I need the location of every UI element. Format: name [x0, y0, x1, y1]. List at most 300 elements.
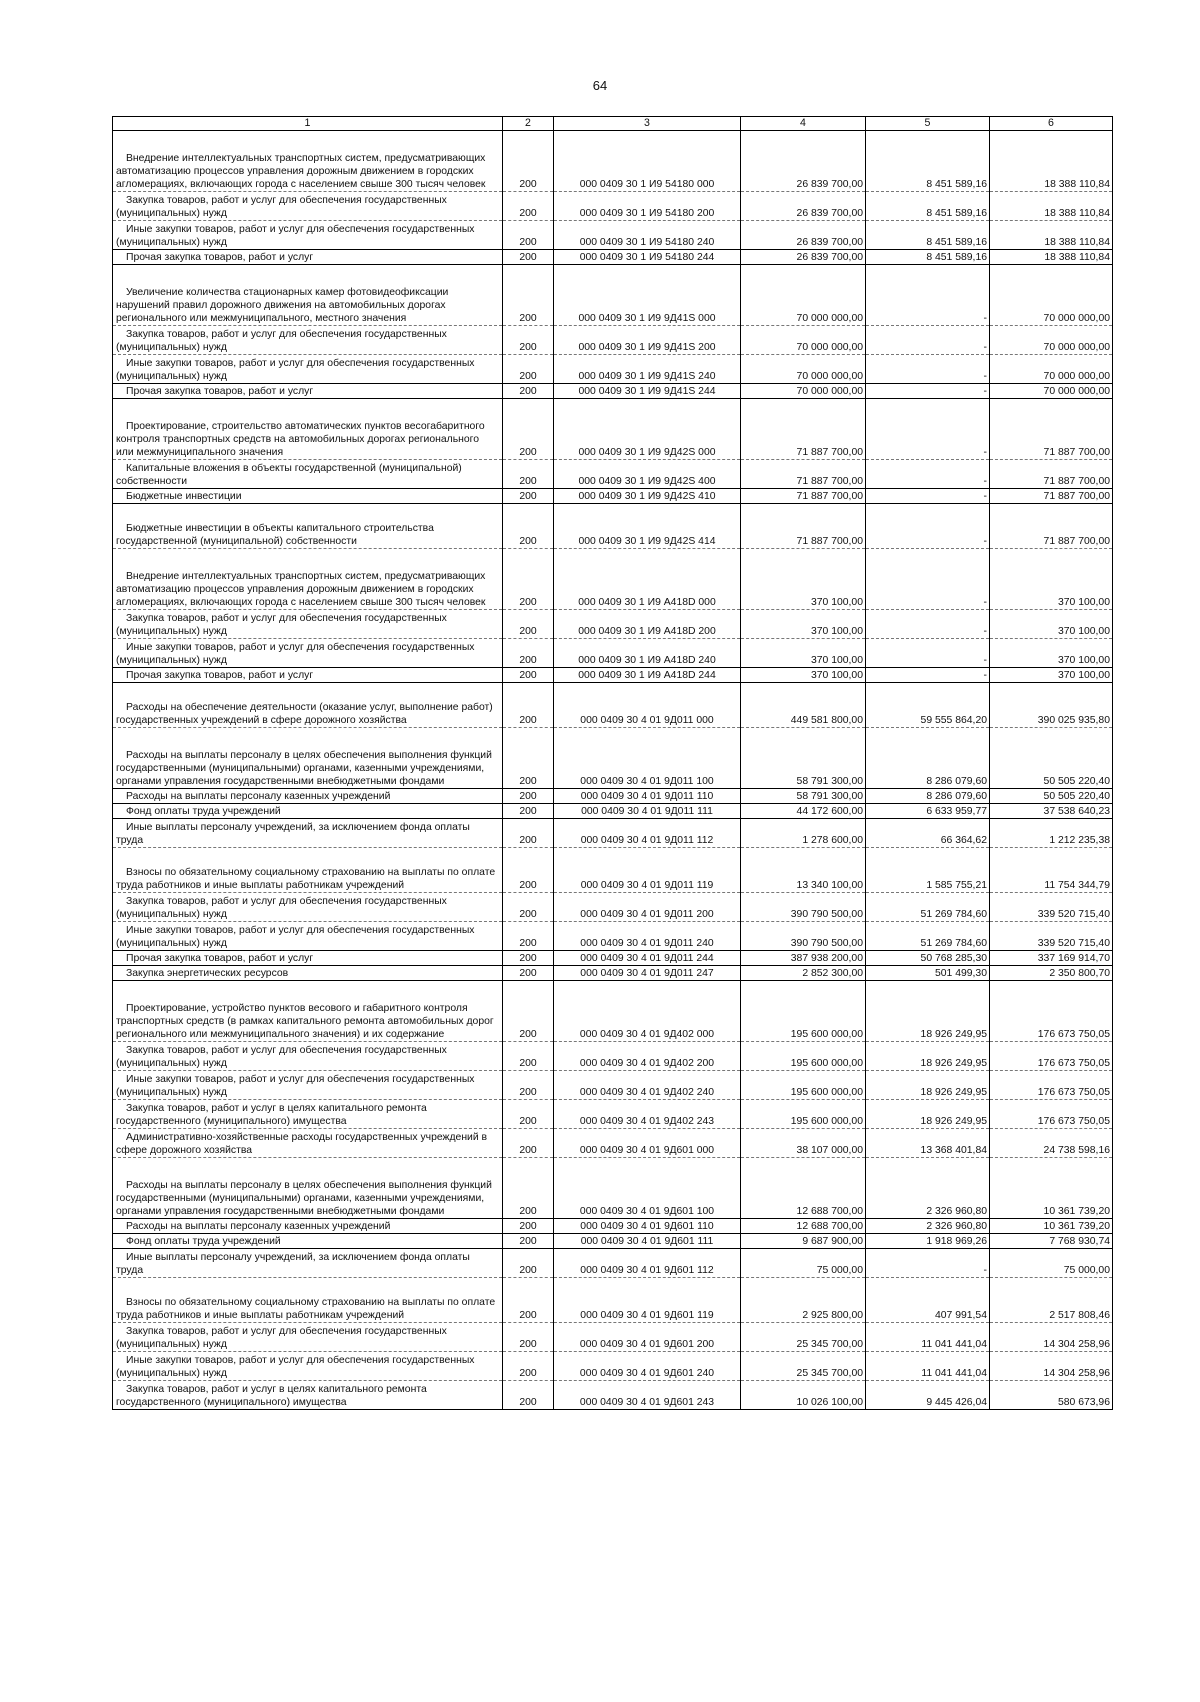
header-cell-4: 4	[741, 117, 866, 131]
row-code-cell: 000 0409 30 1 И9 А418D 244	[554, 668, 741, 683]
row-name-cell	[113, 981, 503, 1042]
row-name-cell	[113, 1234, 503, 1249]
row-approved-cell: 387 938 200,00	[741, 951, 866, 966]
row-name-cell	[113, 489, 503, 504]
row-remaining-cell: 71 887 700,00	[990, 504, 1113, 549]
row-code-cell: 000 0409 30 4 01 9Д601 000	[554, 1129, 741, 1158]
row-name-cell	[113, 192, 503, 221]
row-remaining-cell: 50 505 220,40	[990, 728, 1113, 789]
row-approved-cell: 71 887 700,00	[741, 489, 866, 504]
row-name-cell	[113, 460, 503, 489]
row-code-cell: 000 0409 30 1 И9 54180 000	[554, 131, 741, 192]
row-name-text: Бюджетные инвестиции	[126, 491, 242, 502]
row-grbs-cell: 200	[503, 1381, 554, 1410]
row-grbs-cell: 200	[503, 789, 554, 804]
row-executed-cell: 8 451 589,16	[866, 131, 990, 192]
row-name-text: Взносы по обязательному социальному страхованию на выплаты по оплате труда работников и иные выплаты работникам учреждений	[116, 1297, 496, 1321]
row-name-cell	[113, 1381, 503, 1410]
row-grbs-cell: 200	[503, 1352, 554, 1381]
row-name-cell	[113, 549, 503, 610]
row-code-cell: 000 0409 30 4 01 9Д402 240	[554, 1071, 741, 1100]
row-remaining-cell: 390 025 935,80	[990, 683, 1113, 728]
row-code-cell: 000 0409 30 1 И9 А418D 240	[554, 639, 741, 668]
row-name-text: Прочая закупка товаров, работ и услуг	[126, 953, 314, 964]
row-remaining-cell: 18 388 110,84	[990, 131, 1113, 192]
row-code-cell: 000 0409 30 1 И9 9Д42S 400	[554, 460, 741, 489]
row-code-cell: 000 0409 30 4 01 9Д011 244	[554, 951, 741, 966]
row-name-text: Увеличение количества стационарных камер фотовидеофиксации нарушений правил дорожного движения на автомобильных дорогах регионального или межмуниципального, местного значения	[116, 287, 449, 324]
row-grbs-cell: 200	[503, 639, 554, 668]
row-grbs-cell: 200	[503, 819, 554, 848]
row-grbs-cell: 200	[503, 326, 554, 355]
row-grbs-cell: 200	[503, 1129, 554, 1158]
row-remaining-cell: 1 212 235,38	[990, 819, 1113, 848]
row-approved-cell: 10 026 100,00	[741, 1381, 866, 1410]
row-executed-cell: 9 445 426,04	[866, 1381, 990, 1410]
row-code-cell: 000 0409 30 4 01 9Д402 000	[554, 981, 741, 1042]
row-name-cell	[113, 1352, 503, 1381]
row-code-cell: 000 0409 30 1 И9 9Д42S 000	[554, 399, 741, 460]
row-grbs-cell: 200	[503, 1219, 554, 1234]
row-name-text: Прочая закупка товаров, работ и услуг	[126, 386, 314, 397]
row-name-cell	[113, 1100, 503, 1129]
header-cell-1: 1	[113, 117, 503, 131]
row-executed-cell: 51 269 784,60	[866, 922, 990, 951]
row-name-text: Иные закупки товаров, работ и услуг для обеспечения государственных (муниципальных) нужд	[116, 358, 475, 382]
table-row	[113, 399, 1113, 460]
row-remaining-cell: 50 505 220,40	[990, 789, 1113, 804]
row-code-cell: 000 0409 30 1 И9 9Д42S 414	[554, 504, 741, 549]
table-row	[113, 951, 1113, 966]
row-approved-cell: 26 839 700,00	[741, 131, 866, 192]
table-row	[113, 384, 1113, 399]
table-row	[113, 668, 1113, 683]
row-grbs-cell: 200	[503, 549, 554, 610]
row-remaining-cell: 370 100,00	[990, 549, 1113, 610]
table-row	[113, 460, 1113, 489]
row-executed-cell: 8 451 589,16	[866, 192, 990, 221]
row-code-cell: 000 0409 30 1 И9 9Д41S 240	[554, 355, 741, 384]
table-row	[113, 326, 1113, 355]
row-grbs-cell: 200	[503, 951, 554, 966]
row-code-cell: 000 0409 30 4 01 9Д601 243	[554, 1381, 741, 1410]
row-remaining-cell: 24 738 598,16	[990, 1129, 1113, 1158]
row-remaining-cell: 18 388 110,84	[990, 221, 1113, 250]
table-row	[113, 1278, 1113, 1323]
page-number: 64	[592, 78, 608, 93]
row-remaining-cell: 70 000 000,00	[990, 265, 1113, 326]
row-executed-cell: 11 041 441,04	[866, 1352, 990, 1381]
row-code-cell: 000 0409 30 4 01 9Д011 247	[554, 966, 741, 981]
row-approved-cell: 370 100,00	[741, 549, 866, 610]
row-remaining-cell: 7 768 930,74	[990, 1234, 1113, 1249]
row-approved-cell: 70 000 000,00	[741, 384, 866, 399]
row-name-text: Закупка товаров, работ и услуг для обеспечения государственных (муниципальных) нужд	[116, 1326, 447, 1350]
row-approved-cell: 26 839 700,00	[741, 221, 866, 250]
row-code-cell: 000 0409 30 4 01 9Д601 200	[554, 1323, 741, 1352]
row-executed-cell: 501 499,30	[866, 966, 990, 981]
row-grbs-cell: 200	[503, 922, 554, 951]
row-approved-cell: 70 000 000,00	[741, 265, 866, 326]
row-executed-cell: 8 451 589,16	[866, 250, 990, 265]
row-code-cell: 000 0409 30 4 01 9Д402 243	[554, 1100, 741, 1129]
row-remaining-cell: 370 100,00	[990, 668, 1113, 683]
row-name-cell	[113, 131, 503, 192]
row-grbs-cell: 200	[503, 1234, 554, 1249]
row-approved-cell: 70 000 000,00	[741, 326, 866, 355]
row-grbs-cell: 200	[503, 610, 554, 639]
row-executed-cell: -	[866, 489, 990, 504]
row-code-cell: 000 0409 30 4 01 9Д011 100	[554, 728, 741, 789]
row-name-cell	[113, 951, 503, 966]
row-executed-cell: 18 926 249,95	[866, 1071, 990, 1100]
row-executed-cell: 8 286 079,60	[866, 728, 990, 789]
row-name-cell	[113, 683, 503, 728]
row-grbs-cell: 200	[503, 221, 554, 250]
row-executed-cell: -	[866, 460, 990, 489]
table-row	[113, 489, 1113, 504]
row-name-cell	[113, 966, 503, 981]
row-remaining-cell: 176 673 750,05	[990, 981, 1113, 1042]
row-remaining-cell: 176 673 750,05	[990, 1071, 1113, 1100]
row-executed-cell: -	[866, 1249, 990, 1278]
row-code-cell: 000 0409 30 4 01 9Д601 110	[554, 1219, 741, 1234]
row-grbs-cell: 200	[503, 1100, 554, 1129]
row-approved-cell: 195 600 000,00	[741, 1100, 866, 1129]
row-executed-cell: -	[866, 265, 990, 326]
row-grbs-cell: 200	[503, 1158, 554, 1219]
row-name-text: Капитальные вложения в объекты государственной (муниципальной) собственности	[116, 463, 462, 487]
row-remaining-cell: 10 361 739,20	[990, 1158, 1113, 1219]
row-remaining-cell: 14 304 258,96	[990, 1323, 1113, 1352]
row-approved-cell: 2 925 800,00	[741, 1278, 866, 1323]
row-approved-cell: 12 688 700,00	[741, 1219, 866, 1234]
table-row	[113, 192, 1113, 221]
row-name-text: Иные закупки товаров, работ и услуг для обеспечения государственных (муниципальных) нужд	[116, 925, 475, 949]
row-grbs-cell: 200	[503, 683, 554, 728]
row-code-cell: 000 0409 30 1 И9 А418D 000	[554, 549, 741, 610]
row-remaining-cell: 339 520 715,40	[990, 922, 1113, 951]
row-grbs-cell: 200	[503, 131, 554, 192]
row-approved-cell: 9 687 900,00	[741, 1234, 866, 1249]
row-remaining-cell: 18 388 110,84	[990, 192, 1113, 221]
table-row	[113, 504, 1113, 549]
table-row	[113, 250, 1113, 265]
row-name-cell	[113, 789, 503, 804]
row-code-cell: 000 0409 30 1 И9 9Д41S 000	[554, 265, 741, 326]
table-row	[113, 981, 1113, 1042]
row-approved-cell: 25 345 700,00	[741, 1323, 866, 1352]
table-row	[113, 728, 1113, 789]
row-grbs-cell: 200	[503, 355, 554, 384]
table-row	[113, 1352, 1113, 1381]
row-grbs-cell: 200	[503, 489, 554, 504]
row-name-cell	[113, 1071, 503, 1100]
row-approved-cell: 370 100,00	[741, 639, 866, 668]
row-remaining-cell: 2 350 800,70	[990, 966, 1113, 981]
row-code-cell: 000 0409 30 4 01 9Д011 112	[554, 819, 741, 848]
table-row	[113, 549, 1113, 610]
table-row	[113, 355, 1113, 384]
row-grbs-cell: 200	[503, 1071, 554, 1100]
row-name-text: Закупка товаров, работ и услуг в целях капитального ремонта государственного (муниципального) имущества	[116, 1384, 427, 1408]
row-name-text: Прочая закупка товаров, работ и услуг	[126, 670, 314, 681]
row-remaining-cell: 176 673 750,05	[990, 1100, 1113, 1129]
row-code-cell: 000 0409 30 4 01 9Д601 111	[554, 1234, 741, 1249]
row-approved-cell: 2 852 300,00	[741, 966, 866, 981]
row-name-cell	[113, 1129, 503, 1158]
row-grbs-cell: 200	[503, 1323, 554, 1352]
row-remaining-cell: 580 673,96	[990, 1381, 1113, 1410]
row-name-text: Закупка товаров, работ и услуг для обеспечения государственных (муниципальных) нужд	[116, 195, 447, 219]
row-remaining-cell: 370 100,00	[990, 610, 1113, 639]
table-row	[113, 819, 1113, 848]
row-executed-cell: 1 585 755,21	[866, 848, 990, 893]
row-executed-cell: -	[866, 355, 990, 384]
row-remaining-cell: 37 538 640,23	[990, 804, 1113, 819]
row-approved-cell: 38 107 000,00	[741, 1129, 866, 1158]
row-executed-cell: -	[866, 668, 990, 683]
header-cell-2: 2	[503, 117, 554, 131]
row-grbs-cell: 200	[503, 384, 554, 399]
row-name-cell	[113, 893, 503, 922]
row-approved-cell: 26 839 700,00	[741, 192, 866, 221]
row-name-text: Внедрение интеллектуальных транспортных систем, предусматривающих автоматизацию процессов управления дорожным движением в городских агломерациях, включающих города с населением свыше 300 тысяч человек	[116, 153, 486, 190]
row-name-text: Проектирование, строительство автоматических пунктов весогабаритного контроля транспортных средств на автомобильных дорогах регионального или межмуниципального значения	[116, 421, 485, 458]
row-executed-cell: 51 269 784,60	[866, 893, 990, 922]
row-grbs-cell: 200	[503, 981, 554, 1042]
row-name-cell	[113, 668, 503, 683]
row-approved-cell: 195 600 000,00	[741, 981, 866, 1042]
row-name-text: Фонд оплаты труда учреждений	[126, 1236, 281, 1247]
row-approved-cell: 12 688 700,00	[741, 1158, 866, 1219]
row-remaining-cell: 71 887 700,00	[990, 489, 1113, 504]
row-name-text: Фонд оплаты труда учреждений	[126, 806, 281, 817]
row-executed-cell: 1 918 969,26	[866, 1234, 990, 1249]
row-name-cell	[113, 848, 503, 893]
row-grbs-cell: 200	[503, 399, 554, 460]
row-remaining-cell: 339 520 715,40	[990, 893, 1113, 922]
row-name-text: Иные закупки товаров, работ и услуг для обеспечения государственных (муниципальных) нужд	[116, 642, 475, 666]
row-remaining-cell: 18 388 110,84	[990, 250, 1113, 265]
row-approved-cell: 75 000,00	[741, 1249, 866, 1278]
row-approved-cell: 58 791 300,00	[741, 789, 866, 804]
row-executed-cell: 66 364,62	[866, 819, 990, 848]
row-name-text: Иные закупки товаров, работ и услуг для обеспечения государственных (муниципальных) нужд	[116, 1355, 475, 1379]
row-executed-cell: -	[866, 326, 990, 355]
row-approved-cell: 390 790 500,00	[741, 893, 866, 922]
row-approved-cell: 195 600 000,00	[741, 1071, 866, 1100]
row-name-text: Закупка товаров, работ и услуг для обеспечения государственных (муниципальных) нужд	[116, 1045, 447, 1069]
row-name-cell	[113, 610, 503, 639]
row-code-cell: 000 0409 30 1 И9 9Д41S 244	[554, 384, 741, 399]
row-executed-cell: 6 633 959,77	[866, 804, 990, 819]
row-name-text: Иные закупки товаров, работ и услуг для обеспечения государственных (муниципальных) нужд	[116, 224, 475, 248]
row-name-cell	[113, 1278, 503, 1323]
row-remaining-cell: 337 169 914,70	[990, 951, 1113, 966]
row-grbs-cell: 200	[503, 804, 554, 819]
table-row	[113, 131, 1113, 192]
row-name-cell	[113, 804, 503, 819]
row-name-cell	[113, 250, 503, 265]
row-executed-cell: 18 926 249,95	[866, 981, 990, 1042]
row-name-cell	[113, 1323, 503, 1352]
row-code-cell: 000 0409 30 4 01 9Д601 119	[554, 1278, 741, 1323]
row-name-text: Расходы на выплаты персоналу в целях обеспечения выполнения функций государственными (муниципальными) органами, казенными учреждениями, органами управления государственными внебюджетными фондами	[116, 750, 492, 787]
table-row	[113, 1219, 1113, 1234]
row-approved-cell: 71 887 700,00	[741, 504, 866, 549]
row-executed-cell: 50 768 285,30	[866, 951, 990, 966]
row-grbs-cell: 200	[503, 265, 554, 326]
row-remaining-cell: 70 000 000,00	[990, 384, 1113, 399]
row-code-cell: 000 0409 30 4 01 9Д601 240	[554, 1352, 741, 1381]
row-name-text: Иные выплаты персоналу учреждений, за исключением фонда оплаты труда	[116, 1252, 470, 1276]
header-cell-6: 6	[990, 117, 1113, 131]
budget-table-wrapper	[112, 116, 1112, 1410]
row-name-cell	[113, 1219, 503, 1234]
row-approved-cell: 370 100,00	[741, 610, 866, 639]
row-name-text: Иные закупки товаров, работ и услуг для обеспечения государственных (муниципальных) нужд	[116, 1074, 475, 1098]
row-grbs-cell: 200	[503, 966, 554, 981]
row-name-text: Закупка энергетических ресурсов	[126, 968, 289, 979]
row-name-cell	[113, 922, 503, 951]
row-name-text: Взносы по обязательному социальному страхованию на выплаты по оплате труда работников и иные выплаты работникам учреждений	[116, 867, 496, 891]
row-code-cell: 000 0409 30 4 01 9Д601 112	[554, 1249, 741, 1278]
row-name-text: Иные выплаты персоналу учреждений, за исключением фонда оплаты труда	[116, 822, 470, 846]
header-row	[113, 117, 1113, 131]
row-code-cell: 000 0409 30 4 01 9Д011 200	[554, 893, 741, 922]
row-executed-cell: -	[866, 504, 990, 549]
row-name-cell	[113, 639, 503, 668]
row-name-text: Бюджетные инвестиции в объекты капитального строительства государственной (муниципальной) собственности	[116, 523, 434, 547]
row-grbs-cell: 200	[503, 504, 554, 549]
row-remaining-cell: 75 000,00	[990, 1249, 1113, 1278]
row-executed-cell: 13 368 401,84	[866, 1129, 990, 1158]
row-name-cell	[113, 1042, 503, 1071]
row-executed-cell: 8 286 079,60	[866, 789, 990, 804]
row-name-text: Внедрение интеллектуальных транспортных систем, предусматривающих автоматизацию процессов управления дорожным движением в городских агломерациях, включающих города с населением свыше 300 тысяч человек	[116, 571, 486, 608]
row-name-cell	[113, 819, 503, 848]
row-name-cell	[113, 399, 503, 460]
row-grbs-cell: 200	[503, 192, 554, 221]
row-remaining-cell: 11 754 344,79	[990, 848, 1113, 893]
row-remaining-cell: 71 887 700,00	[990, 399, 1113, 460]
row-executed-cell: 8 451 589,16	[866, 221, 990, 250]
budget-table	[112, 116, 1113, 1410]
row-approved-cell: 71 887 700,00	[741, 460, 866, 489]
row-name-text: Расходы на выплаты персоналу казенных учреждений	[126, 1221, 391, 1232]
row-remaining-cell: 10 361 739,20	[990, 1219, 1113, 1234]
row-remaining-cell: 176 673 750,05	[990, 1042, 1113, 1071]
row-name-text: Закупка товаров, работ и услуг для обеспечения государственных (муниципальных) нужд	[116, 329, 447, 353]
table-row	[113, 1071, 1113, 1100]
row-code-cell: 000 0409 30 4 01 9Д011 119	[554, 848, 741, 893]
row-name-cell	[113, 326, 503, 355]
row-executed-cell: 18 926 249,95	[866, 1100, 990, 1129]
row-name-cell	[113, 1158, 503, 1219]
row-name-text: Закупка товаров, работ и услуг для обеспечения государственных (муниципальных) нужд	[116, 896, 447, 920]
row-name-cell	[113, 728, 503, 789]
table-body	[113, 131, 1113, 1410]
row-remaining-cell: 370 100,00	[990, 639, 1113, 668]
table-row	[113, 221, 1113, 250]
table-row	[113, 804, 1113, 819]
row-name-text: Закупка товаров, работ и услуг для обеспечения государственных (муниципальных) нужд	[116, 613, 447, 637]
row-name-cell	[113, 1249, 503, 1278]
row-remaining-cell: 2 517 808,46	[990, 1278, 1113, 1323]
row-grbs-cell: 200	[503, 728, 554, 789]
row-code-cell: 000 0409 30 1 И9 54180 240	[554, 221, 741, 250]
row-remaining-cell: 14 304 258,96	[990, 1352, 1113, 1381]
row-approved-cell: 1 278 600,00	[741, 819, 866, 848]
row-executed-cell: -	[866, 549, 990, 610]
row-executed-cell: 2 326 960,80	[866, 1219, 990, 1234]
table-row	[113, 265, 1113, 326]
row-executed-cell: -	[866, 639, 990, 668]
row-name-text: Прочая закупка товаров, работ и услуг	[126, 252, 314, 263]
row-approved-cell: 390 790 500,00	[741, 922, 866, 951]
table-row	[113, 1323, 1113, 1352]
row-grbs-cell: 200	[503, 1042, 554, 1071]
table-row	[113, 1249, 1113, 1278]
row-remaining-cell: 71 887 700,00	[990, 460, 1113, 489]
row-code-cell: 000 0409 30 4 01 9Д402 200	[554, 1042, 741, 1071]
row-approved-cell: 70 000 000,00	[741, 355, 866, 384]
row-code-cell: 000 0409 30 4 01 9Д011 111	[554, 804, 741, 819]
header-cell-3: 3	[554, 117, 741, 131]
header-cell-5: 5	[866, 117, 990, 131]
row-code-cell: 000 0409 30 4 01 9Д011 000	[554, 683, 741, 728]
table-row	[113, 610, 1113, 639]
row-name-cell	[113, 221, 503, 250]
table-row	[113, 1381, 1113, 1410]
row-name-text: Закупка товаров, работ и услуг в целях капитального ремонта государственного (муниципального) имущества	[116, 1103, 427, 1127]
row-grbs-cell: 200	[503, 668, 554, 683]
row-grbs-cell: 200	[503, 1249, 554, 1278]
row-name-text: Проектирование, устройство пунктов весового и габаритного контроля транспортных средств (в рамках капитального ремонта автомобильных дорог регионального или межмуниципального значения) и их содержание	[116, 1003, 494, 1040]
row-executed-cell: 18 926 249,95	[866, 1042, 990, 1071]
table-row	[113, 966, 1113, 981]
row-approved-cell: 44 172 600,00	[741, 804, 866, 819]
row-code-cell: 000 0409 30 4 01 9Д011 240	[554, 922, 741, 951]
table-row	[113, 1234, 1113, 1249]
row-grbs-cell: 200	[503, 460, 554, 489]
row-name-cell	[113, 504, 503, 549]
row-name-text: Расходы на выплаты персоналу в целях обеспечения выполнения функций государственными (муниципальными) органами, казенными учреждениями, органами управления государственными внебюджетными фондами	[116, 1180, 492, 1217]
row-approved-cell: 71 887 700,00	[741, 399, 866, 460]
row-name-text: Расходы на выплаты персоналу казенных учреждений	[126, 791, 391, 802]
table-row	[113, 789, 1113, 804]
row-remaining-cell: 70 000 000,00	[990, 326, 1113, 355]
table-row	[113, 683, 1113, 728]
row-code-cell: 000 0409 30 1 И9 54180 200	[554, 192, 741, 221]
row-executed-cell: 11 041 441,04	[866, 1323, 990, 1352]
row-approved-cell: 195 600 000,00	[741, 1042, 866, 1071]
table-row	[113, 922, 1113, 951]
row-grbs-cell: 200	[503, 848, 554, 893]
row-remaining-cell: 70 000 000,00	[990, 355, 1113, 384]
row-approved-cell: 26 839 700,00	[741, 250, 866, 265]
row-code-cell: 000 0409 30 1 И9 54180 244	[554, 250, 741, 265]
row-executed-cell: -	[866, 610, 990, 639]
row-approved-cell: 13 340 100,00	[741, 848, 866, 893]
table-row	[113, 1129, 1113, 1158]
row-executed-cell: 59 555 864,20	[866, 683, 990, 728]
row-approved-cell: 25 345 700,00	[741, 1352, 866, 1381]
table-row	[113, 848, 1113, 893]
row-name-cell	[113, 384, 503, 399]
row-code-cell: 000 0409 30 1 И9 9Д41S 200	[554, 326, 741, 355]
